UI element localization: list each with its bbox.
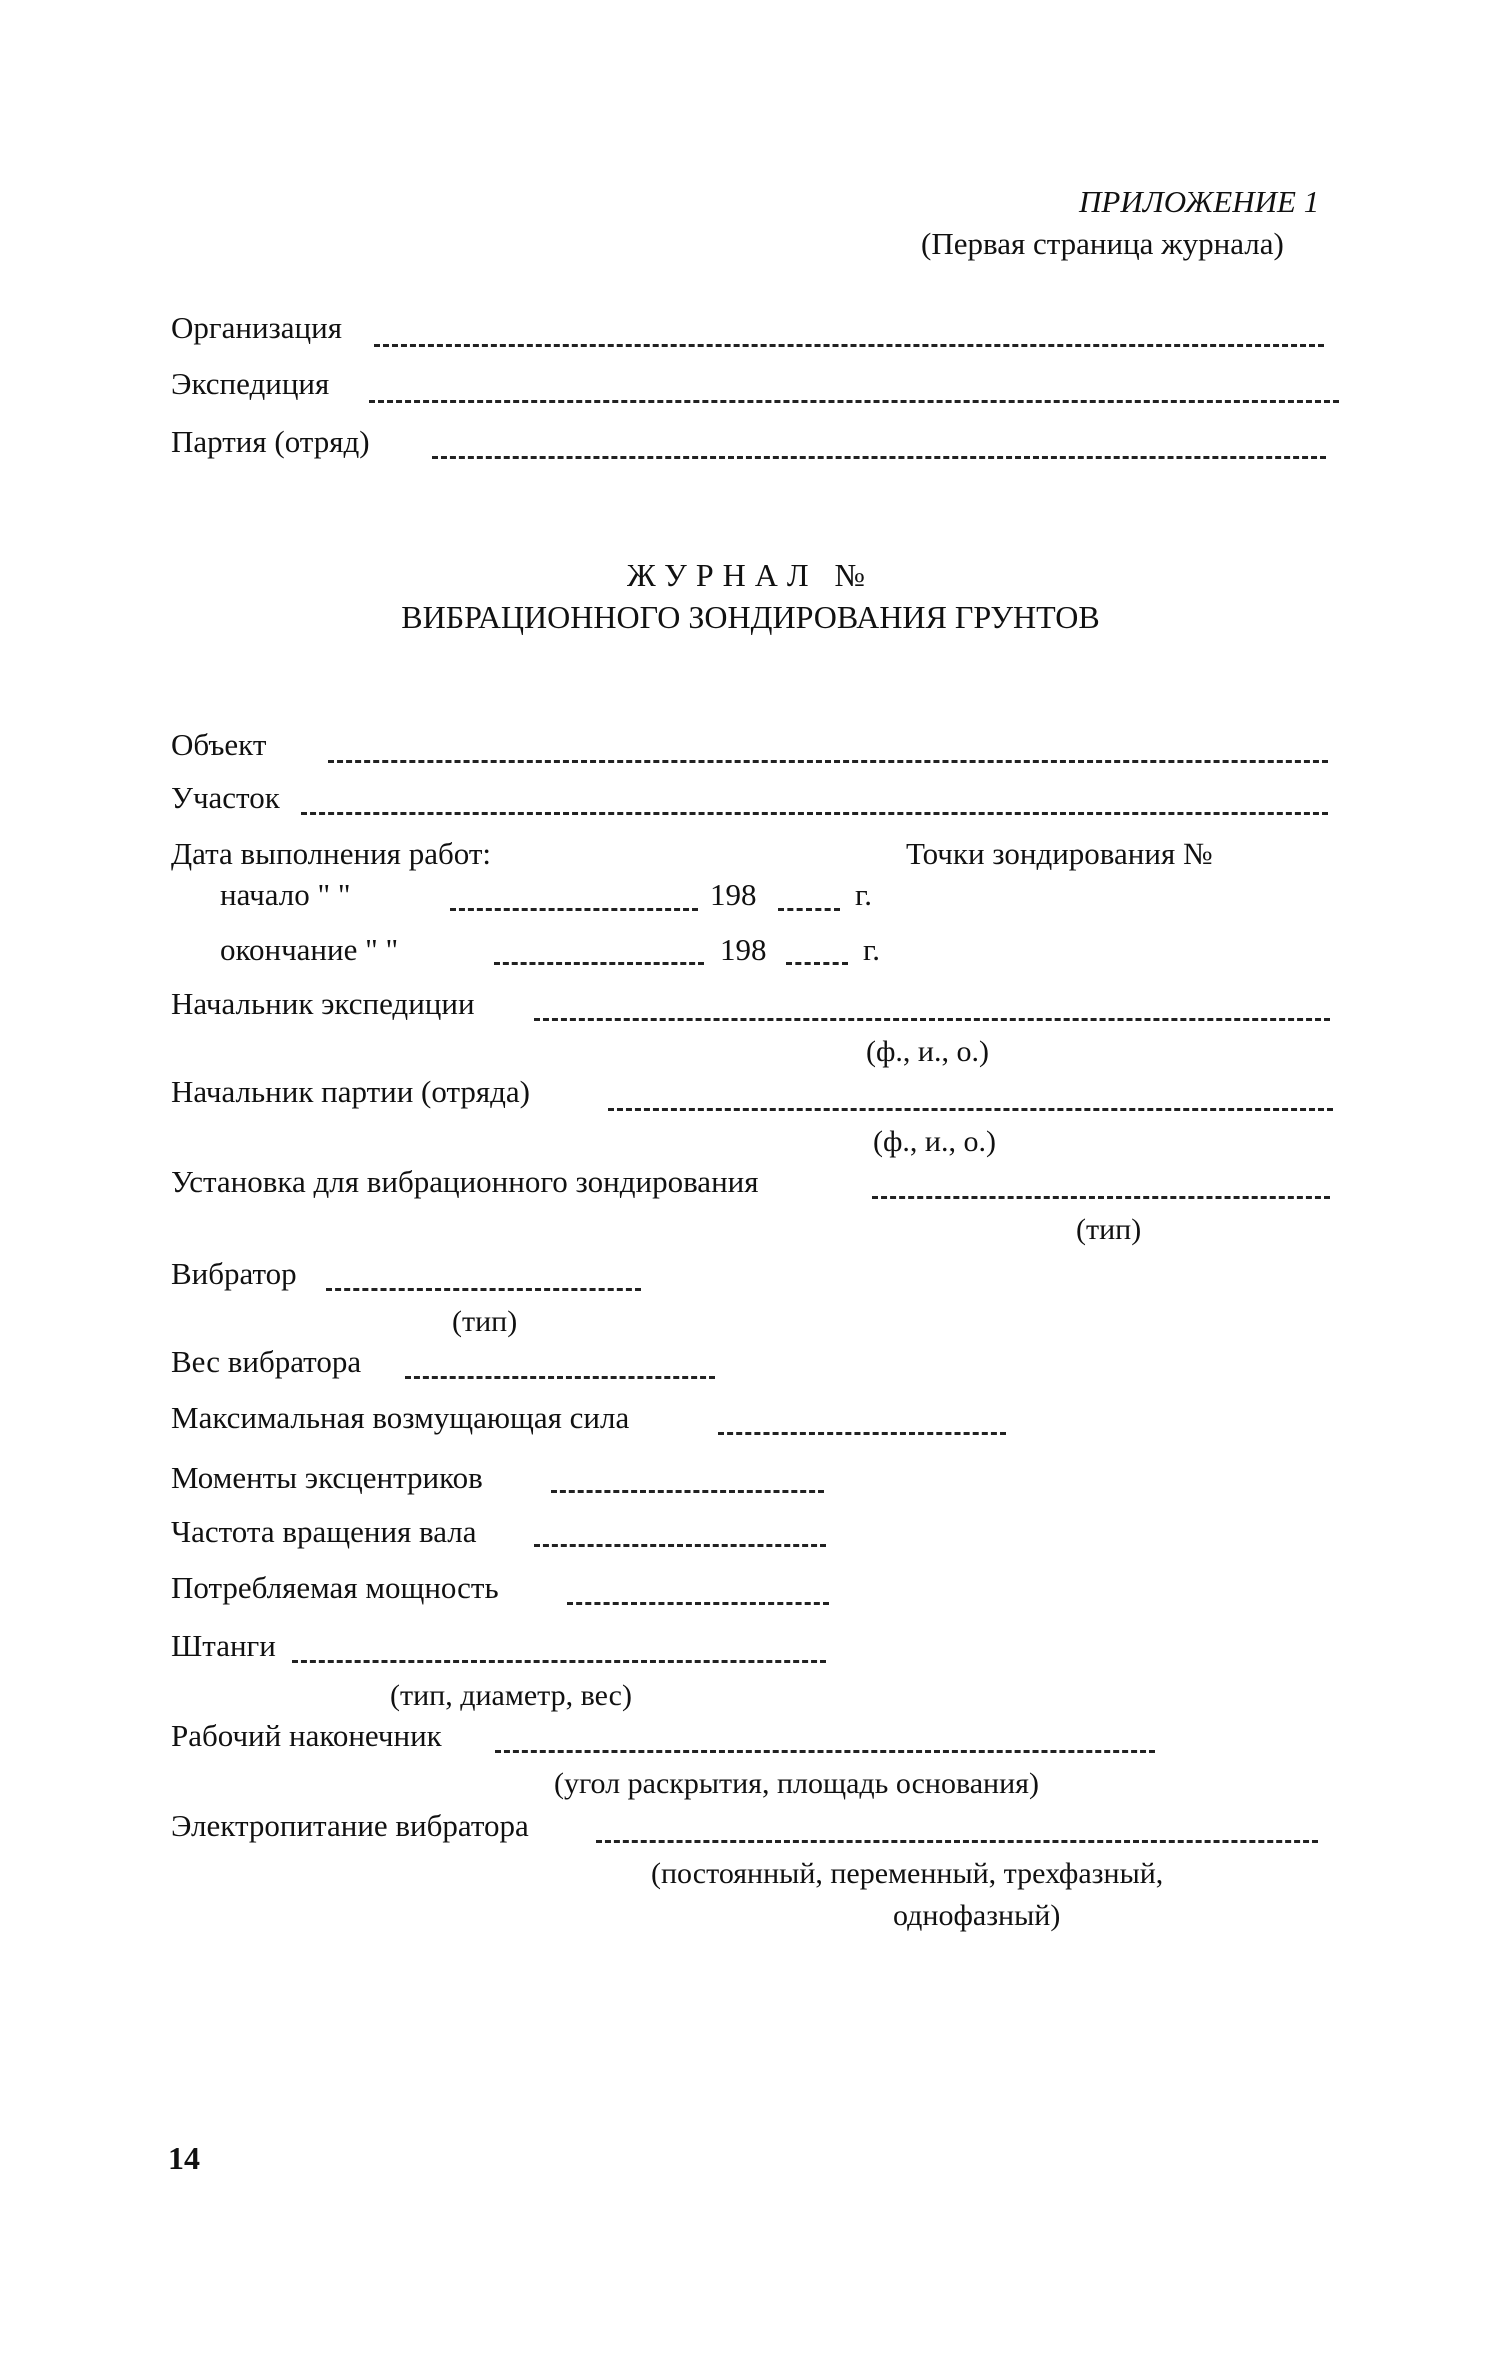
object-field[interactable] [328,760,1328,763]
section-field[interactable] [301,812,1328,815]
vibrator-weight-label: Вес вибратора [171,1344,362,1379]
power-supply-field[interactable] [596,1840,1318,1843]
rods-hint: (тип, диаметр, вес) [390,1679,632,1712]
vibrator-label: Вибратор [171,1256,297,1291]
installation-label: Установка для вибрационного зондирования [171,1164,759,1199]
head-expedition-field[interactable] [534,1018,1330,1021]
power-supply-hint-2: однофазный) [893,1899,1061,1932]
rods-label: Штанги [171,1628,276,1663]
installation-hint: (тип) [1076,1213,1142,1246]
shaft-speed-field[interactable] [534,1544,826,1547]
max-force-field[interactable] [718,1432,1006,1435]
start-date-label: начало " " [220,877,351,912]
journal-title: ЖУРНАЛ № [626,557,875,593]
appendix-subtitle: (Первая страница журнала) [921,226,1284,261]
installation-field[interactable] [872,1196,1330,1199]
end-date-label: окончание " " [220,932,399,967]
organization-field[interactable] [374,344,1324,347]
start-date-field[interactable] [450,908,698,911]
rods-field[interactable] [292,1660,826,1663]
vibrator-weight-field[interactable] [405,1376,715,1379]
expedition-label: Экспедиция [171,366,330,401]
head-party-hint: (ф., и., о.) [873,1125,996,1158]
end-year-prefix: 198 [720,932,767,967]
vibrator-hint: (тип) [452,1305,518,1338]
eccentric-moments-label: Моменты эксцентриков [171,1460,483,1495]
tip-label: Рабочий наконечник [171,1718,442,1753]
head-expedition-label: Начальник экспедиции [171,986,475,1021]
power-field[interactable] [567,1602,829,1605]
start-year-suffix: г. [855,877,872,912]
head-party-label: Начальник партии (отряда) [171,1074,530,1109]
appendix-label: ПРИЛОЖЕНИЕ 1 [1079,184,1320,219]
power-label: Потребляемая мощность [171,1570,499,1605]
eccentric-moments-field[interactable] [551,1490,824,1493]
tip-field[interactable] [495,1750,1155,1753]
head-expedition-hint: (ф., и., о.) [866,1035,989,1068]
section-label: Участок [171,780,280,815]
power-supply-label: Электропитание вибратора [171,1808,529,1843]
dates-label: Дата выполнения работ: [171,836,491,871]
party-label: Партия (отряд) [171,424,370,459]
start-year-field[interactable] [778,908,840,911]
journal-subtitle: ВИБРАЦИОННОГО ЗОНДИРОВАНИЯ ГРУНТОВ [401,599,1100,635]
end-year-field[interactable] [786,962,848,965]
power-supply-hint-1: (постоянный, переменный, трехфазный, [651,1857,1164,1890]
page-number: 14 [168,2140,200,2176]
end-year-suffix: г. [863,932,880,967]
vibrator-field[interactable] [326,1288,641,1291]
end-date-field[interactable] [494,962,704,965]
max-force-label: Максимальная возмущающая сила [171,1400,630,1435]
shaft-speed-label: Частота вращения вала [171,1514,477,1549]
head-party-field[interactable] [608,1108,1333,1111]
sounding-points-label: Точки зондирования № [906,836,1213,871]
object-label: Объект [171,727,267,762]
expedition-field[interactable] [369,400,1339,403]
organization-label: Организация [171,310,342,345]
party-field[interactable] [432,456,1326,459]
tip-hint: (угол раскрытия, площадь основания) [554,1767,1039,1800]
start-year-prefix: 198 [710,877,757,912]
